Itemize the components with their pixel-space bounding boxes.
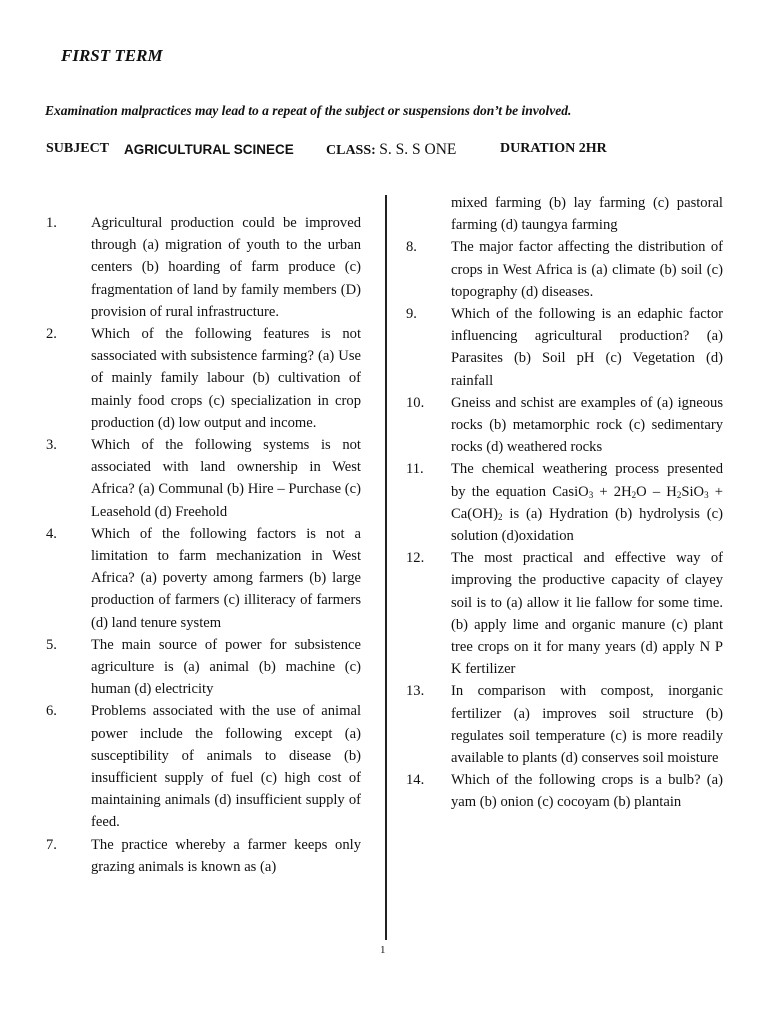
question-10: 10. Gneiss and schist are examples of (a) igneous rocks (b) metamorphic rock (c) sedimentary rocks (d) weathered rocks <box>406 394 723 456</box>
column-divider <box>385 195 387 940</box>
page-number: 1 <box>380 944 386 956</box>
subject-label: SUBJECT <box>46 141 110 156</box>
term-title: FIRST TERM <box>61 46 163 65</box>
question-11: 11. The chemical weathering process presented by the equation CasiO$_3$ + $2H_2O - H_2SiO_3 + Ca(OH)_2$ is (a) Hydration (b) hydrolysis (c) solution (d)oxidation <box>406 461 723 545</box>
question-3: 3. Which of the following systems is not associated with land ownership in West Africa? (a) Communal (b) Hire – Purchase (c) Leasehold (d) Freehold <box>46 437 361 520</box>
right-column <box>406 192 723 814</box>
question-4: 4. Which of the following factors is not a limitation to farm mechanization in West Africa? (a) poverty among farmers (b) large production of farmers (c) illiteracy of farmers (d) land tenure system <box>46 525 361 631</box>
question-13: 13. In comparison with compost, inorganic fertilizer (a) improves soil structure (b) regulates soil temperature (c) is more readily available to plants (d) conserves soil moisture <box>406 683 723 767</box>
question-5: 5. The main source of power for subsistence agriculture is (a) animal (b) machine (c) human (d) electricity <box>46 636 361 698</box>
question-6: 6. Problems associated with the use of animal power include the following except (a) susceptibility of animals to disease (b) insufficient supply of fuel (c) high cost of maintaining animals (d) insufficient supply of feed. <box>46 703 361 831</box>
question-7-continued: mixed farming (b) lay farming (c) pastoral farming (d) taungya farming <box>451 195 723 234</box>
class-info: CLASS: S. S. S ONE <box>326 141 457 158</box>
question-12: 12. The most practical and effective way of improving the productive capacity of clayey soil is to (a) allow it lie fallow for some time. (b) apply lime and organic manure (c) plant tree crops on it for many years (d) apply N P K fertilizer <box>406 550 723 678</box>
question-1: 1. Agricultural production could be improved through (a) migration of youth to the urban centers (b) hoarding of farm produce (c) fragmentation of land by family members (D) provision of rural infrastructure. <box>46 215 361 320</box>
subject-value: AGRICULTURAL SCINECE <box>124 142 294 157</box>
question-2: 2. Which of the following features is not sassociated with subsistence farming? (a) Use of mainly family labour (b) cultivation of mainly food crops (c) specialization in crop production (d) low output and income. <box>46 326 361 431</box>
question-14: 14. Which of the following crops is a bulb? (a) yam (b) onion (c) cocoyam (b) plantain <box>406 772 723 811</box>
question-9: 9. Which of the following is an edaphic factor influencing agricultural production? (a) Parasites (b) Soil pH (c) Vegetation (d) rainfall <box>406 306 723 389</box>
duration: DURATION 2HR <box>500 141 607 156</box>
left-column <box>46 212 361 878</box>
question-7: 7. The practice whereby a farmer keeps only grazing animals is known as (a) <box>46 836 361 875</box>
question-8: 8. The major factor affecting the distribution of crops in West Africa is (a) climate (b) soil (c) topography (d) diseases. <box>406 239 723 300</box>
malpractice-notice: Examination malpractices may lead to a repeat of the subject or suspensions don’t be involved. <box>45 103 572 118</box>
